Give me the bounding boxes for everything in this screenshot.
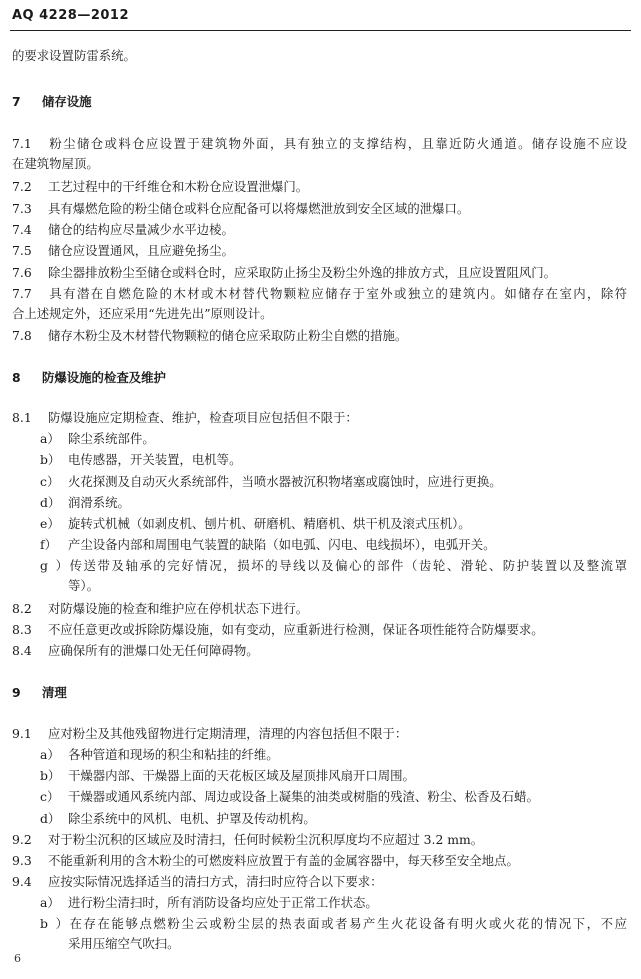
list-item-continuation: 等）。: [68, 578, 99, 593]
clause-7-1-line1: 7.1 粉尘储仓或料仓应设置于建筑物外面，具有独立的支撑结构，且靠近防火通道。储存设施不应设: [12, 136, 627, 151]
clause-7-6: 7.6 除尘器排放粉尘至储仓或料仓时，应采取防止扬尘及粉尘外逸的排放方式，且应设置阻风门。: [12, 265, 557, 280]
list-item: d） 除尘系统中的风机、电机、护罩及传动机构。: [40, 811, 316, 826]
list-item: a） 进行粉尘清扫时，所有消防设备均应处于正常工作状态。: [40, 895, 378, 910]
clause-7-7-line2: 合上述规定外，还应采用“先进先出”原则设计。: [12, 306, 273, 321]
section-title: 储存设施: [42, 94, 92, 109]
list-item: a） 各种管道和现场的积尘和粘挂的纤维。: [40, 747, 279, 762]
section-title: 防爆设施的检查及维护: [42, 370, 166, 385]
list-item: b） 干燥器内部、干燥器上面的天花板区域及屋顶排风扇开口周围。: [40, 768, 415, 783]
clause-9-3: 9.3 不能重新利用的含木粉尘的可燃废料应放置于有盖的金属容器中，每天移至安全地点。: [12, 853, 519, 868]
clause-8-1: 8.1 防爆设施应定期检查、维护，检查项目应包括但不限于：: [12, 410, 358, 425]
clause-7-4: 7.4 储仓的结构应尽量减少水平边棱。: [12, 222, 234, 237]
clause-7-5: 7.5 储仓应设置通风，且应避免扬尘。: [12, 243, 234, 258]
clause-8-2: 8.2 对防爆设施的检查和维护应在停机状态下进行。: [12, 601, 309, 616]
clause-7-8: 7.8 储存木粉尘及木材替代物颗粒的储仓应采取防止粉尘自燃的措施。: [12, 328, 408, 343]
clause-7-2: 7.2 工艺过程中的干纤维仓和木粉仓应设置泄爆门。: [12, 179, 309, 194]
list-item: c） 火花探测及自动灭火系统部件，当喷水器被沉积物堵塞或腐蚀时，应进行更换。: [40, 474, 502, 489]
list-item: c） 干燥器或通风系统内部、周边或设备上凝集的油类或树脂的残渣、粉尘、松香及石蜡。: [40, 789, 539, 804]
header-rule: [10, 30, 631, 31]
section-number: 9: [12, 685, 21, 700]
intro-text: 的要求设置防雷系统。: [12, 48, 136, 63]
clause-8-4: 8.4 应确保所有的泄爆口处无任何障碍物。: [12, 643, 259, 658]
list-item: a） 除尘系统部件。: [40, 431, 155, 446]
page-number: 6: [14, 952, 21, 965]
section-number: 7: [12, 94, 21, 109]
clause-8-3: 8.3 不应任意更改或拆除防爆设施，如有变动，应重新进行检测，保证各项性能符合防爆要求。: [12, 622, 544, 637]
list-item-continuation: 采用压缩空气吹扫。: [68, 936, 180, 951]
list-item: f） 产尘设备内部和周围电气装置的缺陷（如电弧、闪电、电线损坏），电弧开关。: [40, 537, 496, 552]
clause-7-1-line2: 在建筑物屋顶。: [12, 156, 99, 171]
clause-7-7-line1: 7.7 具有潜在自燃危险的木材或木材替代物颗粒应储存于室外或独立的建筑内。如储存在室内，除符: [12, 286, 627, 301]
section-7-heading: [12, 92, 627, 112]
list-item: e） 旋转式机械（如剥皮机、刨片机、研磨机、精磨机、烘干机及滚式压机）。: [40, 516, 471, 531]
clause-9-1: 9.1 应对粉尘及其他残留物进行定期清理，清理的内容包括但不限于：: [12, 726, 408, 741]
section-title: 清理: [42, 685, 67, 700]
list-item: b）在存在能够点燃粉尘云或粉尘层的热表面或者易产生火花设备有明火或火花的情况下，不应: [40, 916, 627, 931]
standard-code: AQ 4228—2012: [12, 8, 130, 23]
section-number: 8: [12, 370, 21, 385]
list-item: g）传送带及轴承的完好情况，损坏的导线以及偏心的部件（齿轮、滑轮、防护装置以及整流罩: [40, 558, 627, 573]
clause-9-2: 9.2 对于粉尘沉积的区域应及时清扫，任何时候粉尘沉积厚度均不应超过 3.2 mm。: [12, 832, 484, 847]
clause-7-3: 7.3 具有爆燃危险的粉尘储仓或料仓应配备可以将爆燃泄放到安全区域的泄爆口。: [12, 201, 470, 216]
section-8-heading: [12, 368, 627, 388]
section-9-heading: [12, 683, 627, 703]
list-item: b） 电传感器，开关装置，电机等。: [40, 452, 242, 467]
clause-9-4: 9.4 应按实际情况选择适当的清扫方式，清扫时应符合以下要求：: [12, 874, 383, 889]
list-item: d） 润滑系统。: [40, 495, 130, 510]
